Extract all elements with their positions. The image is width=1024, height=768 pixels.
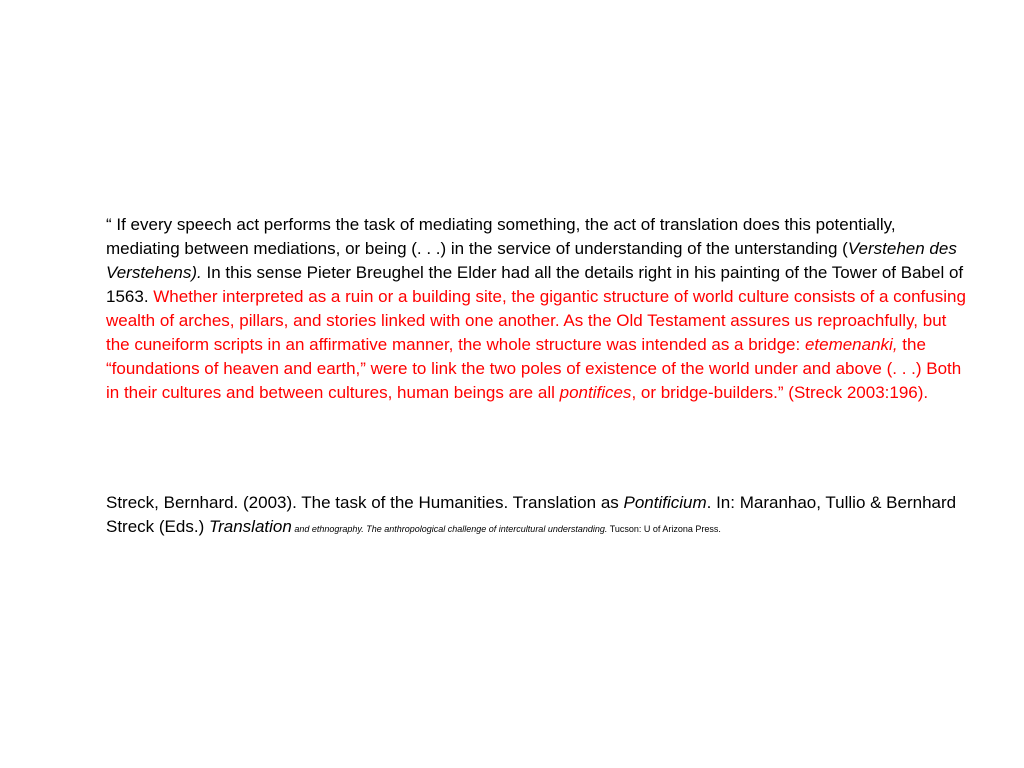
quote-italic-term: Verstehen des Verstehens). bbox=[106, 239, 957, 282]
highlighted-italic-term: pontifices bbox=[559, 383, 632, 402]
quote-paragraph bbox=[106, 213, 966, 405]
highlighted-text: , or bridge-builders.” (Streck 2003:196). bbox=[631, 383, 929, 402]
highlighted-text: the “foundations of heaven and earth,” were to link the two poles of existence of the world under and above (. . .) Both in their cultures and between cultures, human beings are all bbox=[106, 335, 962, 402]
citation-italic-term: Pontificium bbox=[623, 493, 707, 512]
reference-citation bbox=[106, 491, 966, 539]
quote-text: In this sense Pieter Breughel the Elder had all the details right in his painting of the Tower of Babel of 1563. bbox=[106, 263, 964, 306]
citation-text: Streck, Bernhard. (2003). The task of the Humanities. Translation as bbox=[106, 493, 624, 512]
citation-text: . In: Maranhao, Tullio & Bernhard Streck (Eds.) bbox=[106, 493, 957, 536]
citation-publisher: Tucson: U of Arizona Press. bbox=[607, 524, 721, 534]
quote-text: “ If every speech act performs the task of mediating something, the act of translation does this potentially, mediating between mediations, or being (. . .) in the service of understanding of the unterstanding ( bbox=[106, 215, 896, 258]
highlighted-italic-term: etemenanki, bbox=[804, 335, 898, 354]
highlighted-text: Whether interpreted as a ruin or a building site, the gigantic structure of world culture consists of a confusing wealth of arches, pillars, and stories linked with one another. As the Old Testament assures us reproachfully, but the cuneiform scripts in an affirmative manner, the whole structure was intended as a bridge: bbox=[106, 287, 966, 354]
citation-book-title: Translation bbox=[208, 517, 292, 536]
citation-book-subtitle: and ethnography. The anthropological challenge of intercultural understanding. bbox=[291, 524, 608, 534]
quote-highlighted-text bbox=[106, 287, 966, 402]
